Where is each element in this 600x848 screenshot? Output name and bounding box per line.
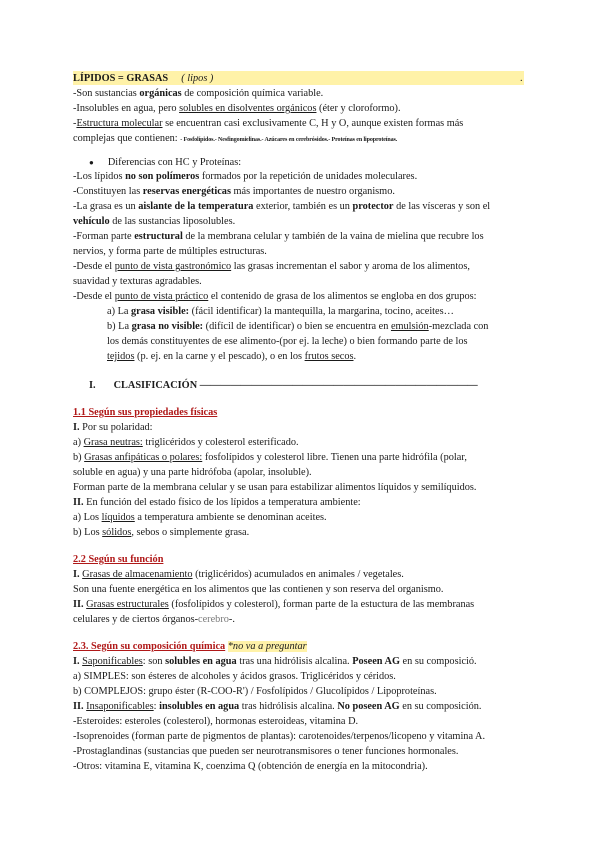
s11-polarity: I. Por su polaridad:	[73, 422, 153, 433]
intro-line-1: -Son sustancias orgánicas de composición química variable.	[73, 88, 324, 99]
s23-line-4: II. Insaponificables: insolubles en agua tras hidrólisis alcalina. No poseen AG en su composición.	[73, 701, 482, 712]
s22-line-4: celulares y de ciertos órganos-cerebro-.	[73, 614, 235, 625]
difference-line-9: -Desde el punto de vista práctico el contenido de grasa de los alimentos se engloba en dos grupos:	[73, 291, 477, 302]
invisible-fat-item: b) La grasa no visible: (difícil de identificar) o bien se encuentra en emulsión-mezclada con	[107, 321, 489, 332]
s23-line-8: -Otros: vitamina E, vitamina K, coenzima Q (obtención de energía en la mitocondria).	[73, 761, 428, 772]
s11-polar-line-3: Forman parte de la membrana celular y se usan para estabilizar alimentos líquidos y semilíquidos.	[73, 482, 477, 493]
s11-polar-line-2: soluble en agua) y una parte hidrófoba (apolar, insoluble).	[73, 467, 312, 478]
bullet-icon: ●	[89, 158, 94, 167]
difference-line-2: -Constituyen las reservas energéticas más importantes de nuestro organismo.	[73, 186, 395, 197]
differences-heading: ● Diferencias con HC y Proteínas:	[89, 157, 242, 168]
section-1-1-title: 1.1 Según sus propiedades físicas	[73, 407, 218, 418]
s22-line-3: II. Grasas estructurales (fosfolípidos y colesterol), forman parte de la estuctura de las membranas	[73, 599, 475, 610]
title-end-mark: .	[520, 73, 523, 84]
section-2-3-title: 2.3. Según su composición química *no va a preguntar	[73, 641, 307, 652]
note-highlight: *no va a preguntar	[227, 641, 307, 652]
s11-solids: b) Los sólidos, sebos o simplemente grasa.	[73, 527, 250, 538]
difference-line-8: suavidad y texturas agradables.	[73, 276, 202, 287]
s23-line-6: -Isoprenoides (forman parte de pigmentos de plantas): carotenoides/terpenos/licopeno y vitamina A.	[73, 731, 486, 742]
s23-line-2: a) SIMPLES: son ésteres de alcoholes y ácidos grasos. Triglicéridos y céridos.	[73, 671, 396, 682]
s23-line-5: -Esteroides: esteroles (colesterol), hormonas esteroideas, vitamina D.	[73, 716, 359, 727]
s23-line-1: I. Saponificables: son solubles en agua tras una hidrólisis alcalina. Poseen AG en su composició.	[73, 656, 477, 667]
intro-line-2: -Insolubles en agua, pero solubles en disolventes orgánicos (éter y cloroformo).	[73, 103, 401, 114]
visible-fat-item: a) La grasa visible: (fácil identificar) la mantequilla, la margarina, tocino, aceites…	[107, 306, 454, 317]
s11-liquids: a) Los líquidos a temperatura ambiente se denominan aceites.	[73, 512, 327, 523]
s11-polar: b) Grasas anfipáticas o polares: fosfolípidos y colesterol libre. Tienen una parte hidrófila (polar,	[73, 452, 467, 463]
classification-heading: I. CLASIFICACIÓN ———————————————————————————	[89, 380, 478, 391]
intro-line-3: -Estructura molecular se encuentran casi exclusivamente C, H y O, aunque existen formas más	[73, 118, 464, 129]
section-2-2-title: 2.2 Según su función	[73, 554, 164, 565]
s22-line-2: Son una fuente energética en los alimentos que las contienen y son reserva del organismo.	[73, 584, 444, 595]
difference-line-5: -Forman parte estructural de la membrana celular y también de la vaina de mielina que recubre los	[73, 231, 484, 242]
difference-line-1: -Los lípidos no son polímeros formados por la repetición de unidades moleculares.	[73, 171, 418, 182]
difference-line-3: -La grasa es un aislante de la temperatura exterior, también es un protector de las vísceras y son el	[73, 201, 491, 212]
s11-state: II. En función del estado físico de los lípidos a temperatura ambiente:	[73, 497, 361, 508]
intro-line-4: complejas que contienen: - Fosfolípidos.- Nesfingomielinas.- Azúcares en cerebrósidos.- Proteínas en lipoproteínas.	[73, 133, 398, 144]
difference-line-4: vehículo de las sustancias liposolubles.	[73, 216, 236, 227]
document-title: LÍPIDOS = GRASAS ( lipos )	[73, 73, 214, 84]
s23-line-7: -Prostaglandinas (sustancias que pueden ser neurotransmisores o tener funciones hormonales.	[73, 746, 459, 757]
s23-line-3: b) COMPLEJOS: grupo éster (R-COO-R') / Fosfolípidos / Glucolípidos / Lipoproteínas.	[73, 686, 437, 697]
invisible-fat-line-2: los demás constituyentes de ese alimento-(por ej. la leche) o bien formando parte de los	[107, 336, 468, 347]
invisible-fat-line-3: tejidos (p. ej. en la carne y el pescado), o en los frutos secos.	[107, 351, 357, 362]
difference-line-6: nervios, y forma parte de múltiples estructuras.	[73, 246, 267, 257]
s22-line-1: I. Grasas de almacenamiento (triglicéridos) acumulados en animales / vegetales.	[73, 569, 404, 580]
s11-neutral: a) Grasa neutras: triglicéridos y colesterol esterificado.	[73, 437, 299, 448]
difference-line-7: -Desde el punto de vista gastronómico las grasas incrementan el sabor y aroma de los alimentos,	[73, 261, 470, 272]
